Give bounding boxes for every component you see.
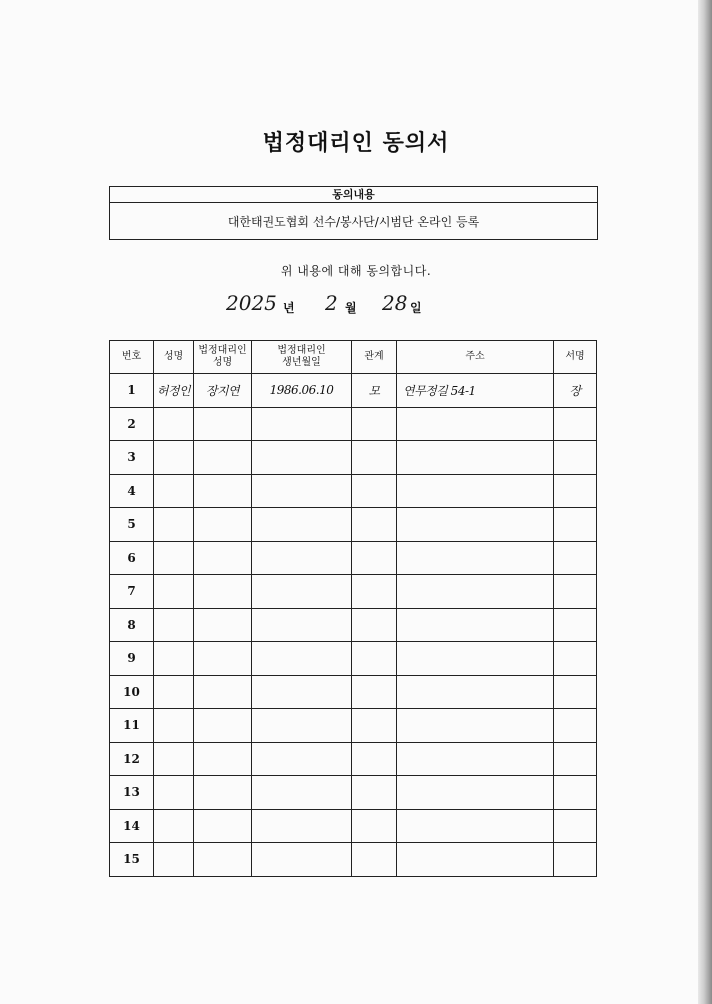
- row-relation: [352, 776, 397, 810]
- table-row: [110, 575, 597, 609]
- row-name: 허정인: [154, 374, 194, 408]
- row-address: [397, 709, 554, 743]
- table-row: [110, 742, 597, 776]
- row-guardian-birth: [252, 608, 352, 642]
- date-month: 2: [325, 291, 338, 315]
- table-row: [110, 374, 597, 408]
- row-guardian-birth: [252, 742, 352, 776]
- date-line: [0, 290, 712, 320]
- row-number: 9: [110, 642, 154, 676]
- date-year-unit: 년: [283, 301, 295, 315]
- row-guardian-name: [194, 608, 252, 642]
- row-name: [154, 474, 194, 508]
- row-guardian-birth: [252, 709, 352, 743]
- row-relation: [352, 441, 397, 475]
- row-guardian-name: [194, 809, 252, 843]
- row-number: 6: [110, 541, 154, 575]
- row-address: [397, 541, 554, 575]
- row-guardian-birth: 1986.06.10: [252, 374, 352, 408]
- row-number: 14: [110, 809, 154, 843]
- row-guardian-birth: [252, 541, 352, 575]
- row-signature: [554, 474, 597, 508]
- row-guardian-name: [194, 407, 252, 441]
- row-guardian-name: [194, 441, 252, 475]
- date-year: 2025: [226, 291, 277, 315]
- row-name: [154, 809, 194, 843]
- row-address: 연무정길 54-1: [397, 374, 554, 408]
- row-signature: [554, 575, 597, 609]
- table-row: [110, 441, 597, 475]
- row-relation: [352, 508, 397, 542]
- header-address: 주소: [397, 341, 554, 374]
- row-name: [154, 541, 194, 575]
- row-name: [154, 843, 194, 877]
- row-name: [154, 642, 194, 676]
- header-guardian-name: [194, 341, 252, 374]
- row-address: [397, 742, 554, 776]
- row-signature: [554, 441, 597, 475]
- row-guardian-name: [194, 675, 252, 709]
- row-guardian-name: [194, 776, 252, 810]
- row-relation: [352, 541, 397, 575]
- row-relation: [352, 675, 397, 709]
- row-address: [397, 675, 554, 709]
- row-guardian-birth: [252, 441, 352, 475]
- row-signature: [554, 742, 597, 776]
- table-row: [110, 843, 597, 877]
- row-name: [154, 575, 194, 609]
- row-relation: [352, 575, 397, 609]
- row-number: 11: [110, 709, 154, 743]
- row-signature: [554, 709, 597, 743]
- row-signature: [554, 675, 597, 709]
- row-guardian-name: [194, 541, 252, 575]
- row-guardian-birth: [252, 407, 352, 441]
- row-name: [154, 608, 194, 642]
- row-signature: [554, 809, 597, 843]
- row-guardian-name: [194, 575, 252, 609]
- row-signature: [554, 776, 597, 810]
- date-day-unit: 일: [410, 301, 422, 315]
- row-signature: [554, 407, 597, 441]
- table-header-row: [110, 341, 597, 374]
- row-guardian-birth: [252, 776, 352, 810]
- row-guardian-birth: [252, 843, 352, 877]
- header-signature: 서명: [554, 341, 597, 374]
- row-address: [397, 441, 554, 475]
- row-relation: [352, 642, 397, 676]
- row-name: [154, 776, 194, 810]
- row-number: 8: [110, 608, 154, 642]
- row-relation: 모: [352, 374, 397, 408]
- date-month-unit: 월: [345, 301, 357, 315]
- row-address: [397, 843, 554, 877]
- table-row: [110, 675, 597, 709]
- row-address: [397, 608, 554, 642]
- row-guardian-name: [194, 709, 252, 743]
- header-relation: 관계: [352, 341, 397, 374]
- row-number: 13: [110, 776, 154, 810]
- table-row: [110, 508, 597, 542]
- header-guardian-birth-line2: 생년월일: [282, 357, 321, 368]
- row-number: 4: [110, 474, 154, 508]
- guardian-table: [109, 340, 597, 877]
- row-signature: [554, 843, 597, 877]
- document-title: 법정대리인 동의서: [262, 131, 450, 156]
- table-row: [110, 541, 597, 575]
- header-no: 번호: [110, 341, 154, 374]
- row-relation: [352, 608, 397, 642]
- row-relation: [352, 742, 397, 776]
- row-address: [397, 642, 554, 676]
- row-address: [397, 809, 554, 843]
- row-number: 3: [110, 441, 154, 475]
- row-guardian-birth: [252, 508, 352, 542]
- row-guardian-birth: [252, 675, 352, 709]
- consent-header: 동의내용: [110, 187, 597, 203]
- table-row: [110, 608, 597, 642]
- row-relation: [352, 809, 397, 843]
- header-guardian-name-line2: 성명: [212, 357, 233, 368]
- date-day: 28: [382, 291, 408, 315]
- consent-content: 대한태권도협회 선수/봉사단/시범단 온라인 등록: [227, 215, 480, 229]
- row-signature: [554, 642, 597, 676]
- row-number: 12: [110, 742, 154, 776]
- row-name: [154, 742, 194, 776]
- row-relation: [352, 843, 397, 877]
- row-name: [154, 709, 194, 743]
- table-row: [110, 474, 597, 508]
- table-row: [110, 407, 597, 441]
- table-row: [110, 809, 597, 843]
- header-guardian-birth: [252, 341, 352, 374]
- row-guardian-birth: [252, 642, 352, 676]
- row-guardian-birth: [252, 474, 352, 508]
- row-guardian-name: [194, 742, 252, 776]
- row-name: [154, 441, 194, 475]
- row-guardian-name: [194, 642, 252, 676]
- paper-edge-shadow: [698, 0, 712, 1004]
- row-relation: [352, 709, 397, 743]
- header-name: 성명: [154, 341, 194, 374]
- row-name: [154, 407, 194, 441]
- row-address: [397, 575, 554, 609]
- row-relation: [352, 474, 397, 508]
- row-guardian-name: [194, 843, 252, 877]
- row-number: 15: [110, 843, 154, 877]
- row-signature: [554, 608, 597, 642]
- header-guardian-name-line1: 법정대리인: [198, 345, 247, 356]
- row-number: 5: [110, 508, 154, 542]
- row-relation: [352, 407, 397, 441]
- agreement-text: 위 내용에 대해 동의합니다.: [280, 264, 432, 278]
- row-guardian-birth: [252, 809, 352, 843]
- row-number: 2: [110, 407, 154, 441]
- row-address: [397, 508, 554, 542]
- row-guardian-name: 장지연: [194, 374, 252, 408]
- row-address: [397, 776, 554, 810]
- row-number: 10: [110, 675, 154, 709]
- row-signature: [554, 508, 597, 542]
- row-number: 1: [110, 374, 154, 408]
- row-address: [397, 474, 554, 508]
- row-guardian-name: [194, 508, 252, 542]
- header-guardian-birth-line1: 법정대리인: [277, 345, 326, 356]
- row-signature: [554, 541, 597, 575]
- row-signature: 장: [554, 374, 597, 408]
- row-address: [397, 407, 554, 441]
- table-row: [110, 776, 597, 810]
- row-guardian-name: [194, 474, 252, 508]
- row-guardian-birth: [252, 575, 352, 609]
- row-number: 7: [110, 575, 154, 609]
- row-name: [154, 675, 194, 709]
- row-name: [154, 508, 194, 542]
- table-row: [110, 642, 597, 676]
- consent-box: [109, 186, 598, 240]
- table-row: [110, 709, 597, 743]
